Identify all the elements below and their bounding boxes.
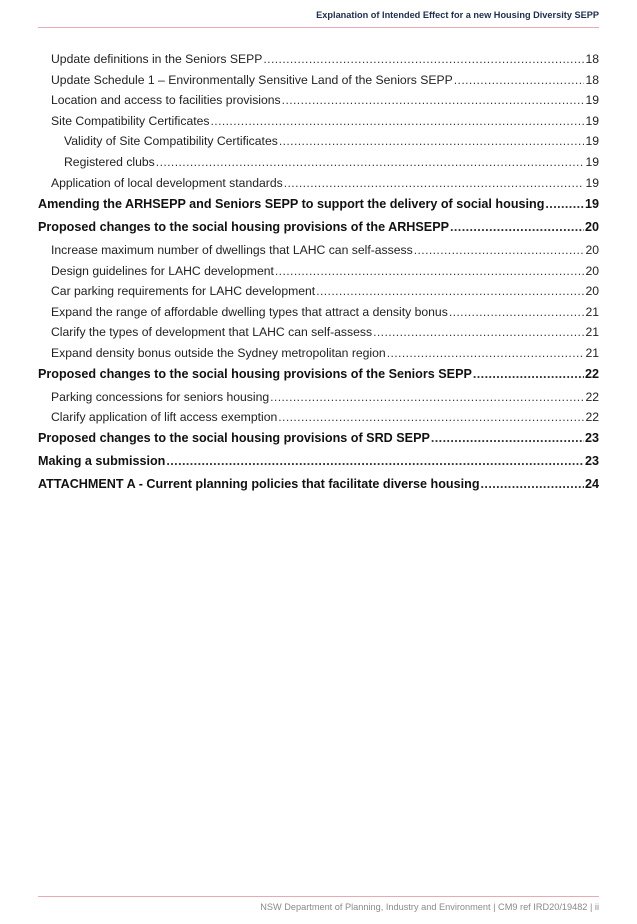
toc-entry-page: 19 bbox=[584, 196, 599, 211]
toc-entry-page: 18 bbox=[585, 72, 599, 87]
toc-entry-title: Increase maximum number of dwellings that LAHC can self-assess bbox=[51, 242, 413, 257]
toc-entry-page: 20 bbox=[585, 263, 599, 278]
toc-entry-page: 23 bbox=[584, 453, 599, 468]
toc-dot-leader bbox=[473, 367, 584, 381]
toc-entry-page: 19 bbox=[585, 93, 599, 108]
toc-dot-leader bbox=[284, 176, 585, 190]
toc-entry-title: Making a submission bbox=[38, 453, 166, 468]
toc-entry-title: Location and access to facilities provisions bbox=[51, 93, 281, 108]
toc-entry[interactable] bbox=[38, 346, 599, 367]
toc-entry-page: 20 bbox=[585, 242, 599, 257]
toc-entry[interactable] bbox=[38, 52, 599, 73]
toc-dot-leader bbox=[481, 477, 584, 491]
toc-entry-page: 22 bbox=[584, 366, 599, 381]
header-divider bbox=[38, 27, 599, 28]
toc-entry-title: Proposed changes to the social housing provisions of the Seniors SEPP bbox=[38, 366, 472, 381]
toc-entry-title: Application of local development standards bbox=[51, 176, 283, 191]
toc-entry-page: 20 bbox=[585, 284, 599, 299]
toc-entry[interactable] bbox=[38, 305, 599, 326]
toc-entry-title: Site Compatibility Certificates bbox=[51, 113, 210, 128]
toc-entry[interactable] bbox=[38, 454, 599, 477]
toc-entry-title: ATTACHMENT A - Current planning policies that facilitate diverse housing bbox=[38, 476, 480, 491]
toc-dot-leader bbox=[387, 346, 585, 360]
toc-entry[interactable] bbox=[38, 220, 599, 243]
toc-entry[interactable] bbox=[38, 477, 599, 500]
toc-entry-page: 21 bbox=[585, 325, 599, 340]
table-of-contents bbox=[38, 52, 599, 500]
toc-entry-page: 18 bbox=[585, 52, 599, 66]
toc-entry[interactable] bbox=[38, 325, 599, 346]
toc-entry-title: Car parking requirements for LAHC development bbox=[51, 284, 316, 299]
toc-entry-title: Clarify application of lift access exemption bbox=[51, 410, 278, 425]
toc-dot-leader bbox=[282, 93, 585, 107]
toc-entry-title: Update definitions in the Seniors SEPP bbox=[51, 52, 263, 66]
toc-dot-leader bbox=[316, 284, 584, 298]
toc-entry-page: 20 bbox=[584, 219, 599, 234]
toc-entry[interactable] bbox=[38, 367, 599, 390]
toc-entry-title: Validity of Site Compatibility Certificates bbox=[64, 134, 278, 149]
toc-dot-leader bbox=[166, 454, 584, 468]
toc-entry[interactable] bbox=[38, 93, 599, 114]
toc-entry[interactable] bbox=[38, 410, 599, 431]
toc-entry[interactable] bbox=[38, 284, 599, 305]
toc-entry[interactable] bbox=[38, 176, 599, 197]
page-footer: NSW Department of Planning, Industry and Environment | CM9 ref IRD20/19482 | ii bbox=[260, 902, 599, 912]
toc-dot-leader bbox=[545, 197, 584, 211]
toc-entry-page: 21 bbox=[585, 304, 599, 319]
toc-entry-page: 23 bbox=[584, 430, 599, 445]
toc-entry-title: Design guidelines for LAHC development bbox=[51, 263, 274, 278]
toc-entry-title: Expand the range of affordable dwelling types that attract a density bonus bbox=[51, 304, 448, 319]
toc-entry-page: 19 bbox=[585, 155, 599, 170]
toc-entry[interactable] bbox=[38, 264, 599, 285]
toc-entry-title: Proposed changes to the social housing provisions of the ARHSEPP bbox=[38, 219, 449, 234]
toc-dot-leader bbox=[156, 155, 585, 169]
toc-dot-leader bbox=[414, 243, 585, 257]
toc-entry[interactable] bbox=[38, 73, 599, 94]
toc-entry[interactable] bbox=[38, 114, 599, 135]
toc-entry[interactable] bbox=[38, 243, 599, 264]
footer-divider bbox=[38, 896, 599, 897]
toc-dot-leader bbox=[211, 114, 585, 128]
toc-entry-title: Amending the ARHSEPP and Seniors SEPP to support the delivery of social housing bbox=[38, 196, 545, 211]
toc-dot-leader bbox=[431, 431, 584, 445]
toc-entry[interactable] bbox=[38, 390, 599, 411]
toc-entry-page: 21 bbox=[585, 345, 599, 360]
toc-entry[interactable] bbox=[38, 197, 599, 220]
toc-entry-page: 19 bbox=[585, 134, 599, 149]
toc-dot-leader bbox=[275, 264, 585, 278]
toc-entry-page: 22 bbox=[585, 410, 599, 425]
toc-entry-page: 22 bbox=[585, 389, 599, 404]
toc-dot-leader bbox=[263, 52, 584, 66]
toc-entry-title: Update Schedule 1 – Environmentally Sensitive Land of the Seniors SEPP bbox=[51, 72, 453, 87]
page-header-title: Explanation of Intended Effect for a new Housing Diversity SEPP bbox=[316, 10, 599, 20]
toc-entry[interactable] bbox=[38, 134, 599, 155]
toc-dot-leader bbox=[449, 305, 585, 319]
toc-entry-page: 19 bbox=[585, 176, 599, 191]
toc-dot-leader bbox=[373, 325, 584, 339]
toc-entry-title: Clarify the types of development that LAHC can self-assess bbox=[51, 325, 373, 340]
toc-dot-leader bbox=[454, 73, 585, 87]
toc-entry-title: Registered clubs bbox=[64, 155, 155, 170]
toc-entry-title: Proposed changes to the social housing provisions of SRD SEPP bbox=[38, 430, 430, 445]
toc-dot-leader bbox=[279, 134, 585, 148]
toc-dot-leader bbox=[270, 390, 584, 404]
toc-dot-leader bbox=[450, 220, 584, 234]
toc-entry-page: 19 bbox=[585, 113, 599, 128]
toc-dot-leader bbox=[278, 410, 584, 424]
toc-entry-title: Expand density bonus outside the Sydney metropolitan region bbox=[51, 345, 386, 360]
toc-entry[interactable] bbox=[38, 155, 599, 176]
toc-entry-page: 24 bbox=[584, 476, 599, 491]
toc-entry-title: Parking concessions for seniors housing bbox=[51, 389, 270, 404]
toc-entry[interactable] bbox=[38, 431, 599, 454]
